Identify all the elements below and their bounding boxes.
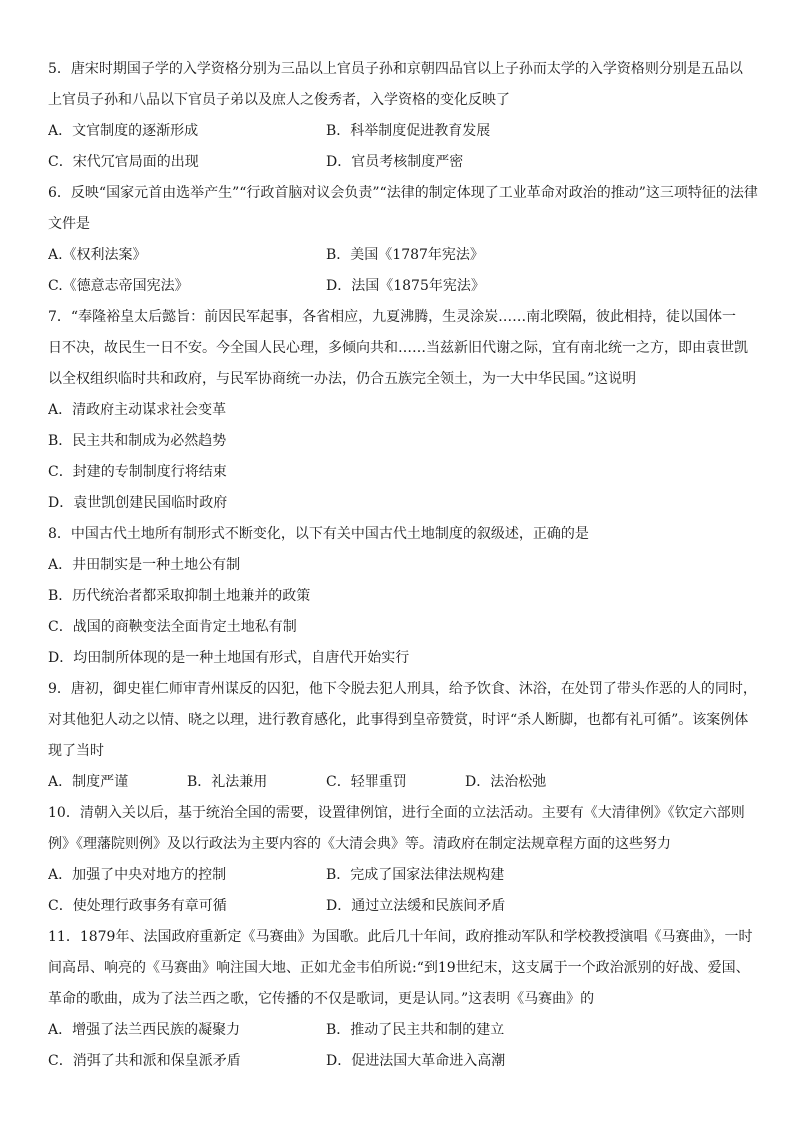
question-stem-line: 7．“奉隆裕皇太后懿旨：前因民军起事，各省相应，九夏沸腾，生灵涂炭……南北暌隔，彼此相持，徒以国体一 [48, 309, 737, 325]
option-b: B．民主共和制成为必然趋势 [48, 433, 227, 449]
option-c: C．战国的商鞅变法全面肯定土地私有制 [48, 619, 297, 635]
question-7 [48, 302, 760, 519]
option-a: A.《权利法案》 [48, 247, 147, 263]
question-stem-line: 间高昂、响亮的《马赛曲》响注国大地、正如尤金韦伯所说:“到19世纪末，这支属于一个政治派别的好战、爱国、 [48, 960, 750, 976]
option-c: C．使处理行政事务有章可循 [48, 898, 227, 914]
question-10 [48, 798, 760, 922]
exam-page [48, 54, 760, 1077]
question-stem-line: 革命的歌曲，成为了法兰西之歌，它传播的不仅是歌词，更是认同。”这表明《马赛曲》的 [48, 991, 595, 1007]
option-b: B．美国《1787年宪法》 [326, 247, 484, 263]
question-8 [48, 519, 760, 674]
question-stem-line: 8．中国古代土地所有制形式不断变化，以下有关中国古代土地制度的叙级述，正确的是 [48, 526, 589, 542]
question-6 [48, 178, 760, 302]
option-c: C.《德意志帝国宪法》 [48, 278, 189, 294]
question-stem-line: 文件是 [48, 216, 90, 232]
question-stem-line: 以全权组织临时共和政府，与民军协商统一办法，仍合五族完全领土，为一大中华民国。”这说明 [48, 371, 637, 387]
option-c: C．宋代冗官局面的出现 [48, 154, 199, 170]
option-a: A．增强了法兰西民族的凝聚力 [48, 1022, 241, 1038]
option-b: B．历代统治者都采取抑制土地兼并的政策 [48, 588, 311, 604]
option-c: C．轻罪重罚 [326, 774, 407, 790]
option-a: A．文官制度的逐渐形成 [48, 123, 199, 139]
question-stem-line: 日不决，故民生一日不安。今全国人民心理，多倾向共和……当兹新旧代谢之际，宜有南北统一之方，即由袁世凯 [48, 340, 748, 356]
question-stem-line: 对其他犯人动之以情、晓之以理，进行教育感化，此事得到皇帝赞赏，时评“杀人断脚，也都有礼可循”。该案例体 [48, 712, 749, 728]
option-d: D．通过立法缓和民族间矛盾 [326, 898, 506, 914]
question-stem-line: 10．清朝入关以后，基于统治全国的需要，设置律例馆，进行全面的立法活动。主要有《大清律例》《钦定六部则 [48, 805, 745, 821]
question-stem-line: 6．反映“国家元首由选举产生”“行政首脑对议会负责”“法律的制定体现了工业革命对政治的推动”这三项特征的法律 [48, 185, 758, 201]
option-b: B．礼法兼用 [187, 774, 268, 790]
option-b: B．科举制度促进教育发展 [326, 123, 491, 139]
option-b: B．推动了民主共和制的建立 [326, 1022, 505, 1038]
option-d: D．袁世凯创建民国临时政府 [48, 495, 228, 511]
option-d: D．促进法国大革命进入高潮 [326, 1053, 506, 1069]
option-d: D．官员考核制度严密 [326, 154, 464, 170]
option-a: A．清政府主动谋求社会变革 [48, 402, 227, 418]
option-d: D．法治松弛 [465, 774, 547, 790]
question-stem-line: 现了当时 [48, 743, 104, 759]
question-stem-line: 9．唐初，御史崔仁师审青州谋反的囚犯，他下令脱去犯人刑具，给予饮食、沐浴，在处罚了带头作恶的人的同时， [48, 681, 757, 697]
option-d: D．法国《1875年宪法》 [326, 278, 485, 294]
option-a: A．加强了中央对地方的控制 [48, 867, 227, 883]
question-stem-line: 5．唐宋时期国子学的入学资格分别为三品以上官员子孙和京朝四品官以上子孙而太学的入学资格则分别是五品以 [48, 61, 743, 77]
option-b: B．完成了国家法律法规构建 [326, 867, 505, 883]
option-a: A．井田制实是一种土地公有制 [48, 557, 241, 573]
question-11 [48, 922, 760, 1077]
question-9 [48, 674, 760, 798]
question-5 [48, 54, 760, 178]
question-stem-line: 例》《理藩院则例》及以行政法为主要内容的《大清会典》等。清政府在制定法规章程方面的这些努力 [48, 836, 671, 852]
question-stem-line: 上官员子孙和八品以下官员子弟以及庶人之俊秀者，入学资格的变化反映了 [48, 92, 510, 108]
option-c: C．封建的专制制度行将结束 [48, 464, 227, 480]
option-a: A．制度严谨 [48, 774, 129, 790]
option-d: D．均田制所体现的是一种土地国有形式，自唐代开始实行 [48, 650, 410, 666]
option-c: C．消弭了共和派和保皇派矛盾 [48, 1053, 241, 1069]
question-stem-line: 11．1879年、法国政府重新定《马赛曲》为国歌。此后几十年间，政府推动军队和学校教授演唱《马赛曲》，一时 [48, 929, 753, 945]
